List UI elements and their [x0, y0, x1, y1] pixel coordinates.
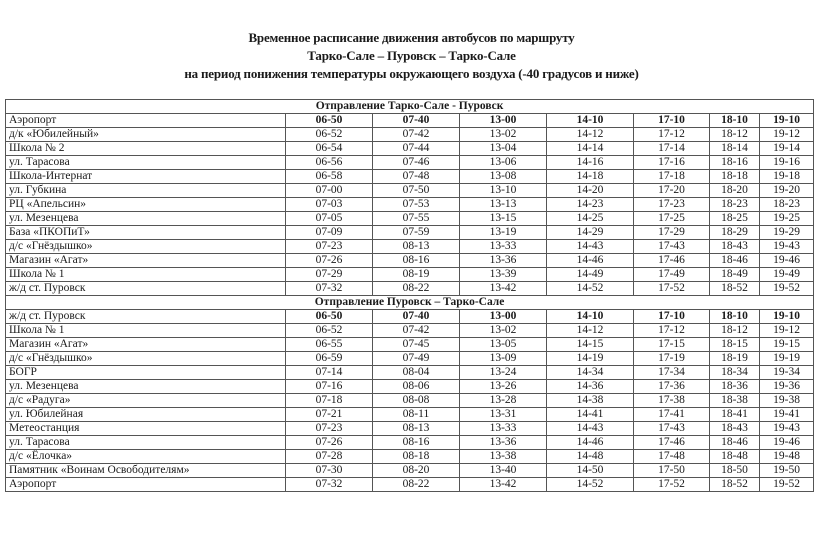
departure-time: 07-59	[373, 226, 460, 240]
departure-time: 07-14	[286, 366, 373, 380]
departure-time: 13-09	[460, 352, 547, 366]
stop-name: ул. Тарасова	[6, 156, 286, 170]
stop-name: Школа № 1	[6, 268, 286, 282]
departure-time: 07-18	[286, 394, 373, 408]
departure-time: 14-25	[547, 212, 634, 226]
departure-time: 08-04	[373, 366, 460, 380]
table-row	[6, 464, 814, 478]
departure-time: 07-26	[286, 254, 373, 268]
departure-time: 17-48	[634, 450, 710, 464]
departure-time: 19-10	[760, 310, 814, 324]
departure-time: 08-11	[373, 408, 460, 422]
departure-time: 17-12	[634, 128, 710, 142]
table-row	[6, 142, 814, 156]
stop-name: Школа-Интернат	[6, 170, 286, 184]
departure-time: 08-22	[373, 282, 460, 296]
departure-time: 14-38	[547, 394, 634, 408]
departure-time: 14-41	[547, 408, 634, 422]
departure-time: 19-52	[760, 282, 814, 296]
stop-name: Аэропорт	[6, 114, 286, 128]
departure-time: 18-23	[760, 198, 814, 212]
table-row	[6, 170, 814, 184]
departure-time: 17-46	[634, 436, 710, 450]
stop-name: База «ПКОПиТ»	[6, 226, 286, 240]
table-row	[6, 408, 814, 422]
table-row	[6, 310, 814, 324]
departure-time: 14-48	[547, 450, 634, 464]
departure-time: 08-18	[373, 450, 460, 464]
departure-time: 14-36	[547, 380, 634, 394]
stop-name: д/с «Гнёздышко»	[6, 240, 286, 254]
departure-time: 07-16	[286, 380, 373, 394]
departure-time: 07-29	[286, 268, 373, 282]
departure-time: 13-04	[460, 142, 547, 156]
departure-time: 14-20	[547, 184, 634, 198]
departure-time: 19-46	[760, 436, 814, 450]
stop-name: ул. Юбилейная	[6, 408, 286, 422]
stop-name: д/к «Юбилейный»	[6, 128, 286, 142]
table-row	[6, 128, 814, 142]
departure-time: 19-29	[760, 226, 814, 240]
table-row	[6, 156, 814, 170]
departure-time: 14-12	[547, 128, 634, 142]
stop-name: Метеостанция	[6, 422, 286, 436]
departure-time: 18-36	[710, 380, 760, 394]
departure-time: 13-42	[460, 282, 547, 296]
departure-time: 19-15	[760, 338, 814, 352]
departure-time: 07-05	[286, 212, 373, 226]
stop-name: Школа № 2	[6, 142, 286, 156]
departure-time: 18-16	[710, 156, 760, 170]
table-row	[6, 450, 814, 464]
departure-time: 13-36	[460, 254, 547, 268]
departure-time: 17-41	[634, 408, 710, 422]
document-title: Временное расписание движения автобусов по маршруту	[248, 30, 575, 45]
departure-time: 13-00	[460, 310, 547, 324]
departure-time: 07-53	[373, 198, 460, 212]
departure-time: 19-38	[760, 394, 814, 408]
departure-time: 07-28	[286, 450, 373, 464]
departure-time: 07-32	[286, 282, 373, 296]
departure-time: 18-43	[710, 422, 760, 436]
departure-time: 08-20	[373, 464, 460, 478]
departure-time: 19-12	[760, 324, 814, 338]
table-row	[6, 226, 814, 240]
departure-time: 14-10	[547, 310, 634, 324]
table-row	[6, 394, 814, 408]
departure-time: 14-52	[547, 282, 634, 296]
departure-time: 13-28	[460, 394, 547, 408]
departure-time: 07-26	[286, 436, 373, 450]
departure-time: 13-26	[460, 380, 547, 394]
departure-time: 06-52	[286, 128, 373, 142]
departure-time: 07-40	[373, 114, 460, 128]
table-row	[6, 436, 814, 450]
departure-time: 08-08	[373, 394, 460, 408]
departure-time: 19-34	[760, 366, 814, 380]
departure-time: 07-46	[373, 156, 460, 170]
table-row	[6, 478, 814, 492]
departure-time: 13-40	[460, 464, 547, 478]
departure-time: 19-49	[760, 268, 814, 282]
departure-time: 18-29	[710, 226, 760, 240]
table-row	[6, 184, 814, 198]
stop-name: Памятник «Воинам Освободителям»	[6, 464, 286, 478]
departure-time: 06-54	[286, 142, 373, 156]
stop-name: д/с «Ёлочка»	[6, 450, 286, 464]
stop-name: БОГР	[6, 366, 286, 380]
departure-time: 14-10	[547, 114, 634, 128]
departure-time: 19-18	[760, 170, 814, 184]
section-heading: Отправление Тарко-Сале - Пуровск	[6, 100, 814, 114]
departure-time: 07-32	[286, 478, 373, 492]
departure-time: 13-31	[460, 408, 547, 422]
departure-time: 13-38	[460, 450, 547, 464]
departure-time: 17-15	[634, 338, 710, 352]
departure-time: 06-56	[286, 156, 373, 170]
departure-time: 13-08	[460, 170, 547, 184]
departure-time: 07-42	[373, 324, 460, 338]
departure-time: 18-23	[710, 198, 760, 212]
departure-time: 18-52	[710, 282, 760, 296]
departure-time: 14-19	[547, 352, 634, 366]
departure-time: 14-46	[547, 436, 634, 450]
departure-time: 17-20	[634, 184, 710, 198]
departure-time: 17-10	[634, 310, 710, 324]
departure-time: 13-39	[460, 268, 547, 282]
departure-time: 07-03	[286, 198, 373, 212]
departure-time: 14-43	[547, 240, 634, 254]
departure-time: 14-12	[547, 324, 634, 338]
departure-time: 13-05	[460, 338, 547, 352]
table-row	[6, 198, 814, 212]
departure-time: 13-02	[460, 324, 547, 338]
stop-name: ж/д ст. Пуровск	[6, 310, 286, 324]
departure-time: 07-44	[373, 142, 460, 156]
table-row	[6, 212, 814, 226]
departure-time: 18-25	[710, 212, 760, 226]
departure-time: 14-34	[547, 366, 634, 380]
departure-time: 14-43	[547, 422, 634, 436]
period-subtitle: на период понижения температуры окружающего воздуха (-40 градусов и ниже)	[184, 66, 639, 81]
departure-time: 19-50	[760, 464, 814, 478]
departure-time: 14-15	[547, 338, 634, 352]
stop-name: ул. Губкина	[6, 184, 286, 198]
stop-name: Аэропорт	[6, 478, 286, 492]
schedule-table	[5, 99, 814, 492]
departure-time: 19-46	[760, 254, 814, 268]
departure-time: 14-14	[547, 142, 634, 156]
departure-time: 19-20	[760, 184, 814, 198]
table-row	[6, 324, 814, 338]
departure-time: 07-09	[286, 226, 373, 240]
departure-time: 07-21	[286, 408, 373, 422]
table-row	[6, 422, 814, 436]
table-row	[6, 380, 814, 394]
departure-time: 17-23	[634, 198, 710, 212]
departure-time: 17-19	[634, 352, 710, 366]
departure-time: 14-23	[547, 198, 634, 212]
departure-time: 19-41	[760, 408, 814, 422]
departure-time: 18-10	[710, 310, 760, 324]
departure-time: 13-10	[460, 184, 547, 198]
table-row	[6, 282, 814, 296]
departure-time: 19-19	[760, 352, 814, 366]
departure-time: 17-14	[634, 142, 710, 156]
table-row	[6, 254, 814, 268]
stop-name: Магазин «Агат»	[6, 338, 286, 352]
departure-time: 13-15	[460, 212, 547, 226]
departure-time: 17-43	[634, 240, 710, 254]
table-row	[6, 352, 814, 366]
departure-time: 18-48	[710, 450, 760, 464]
departure-time: 07-49	[373, 352, 460, 366]
table-row	[6, 240, 814, 254]
departure-time: 18-50	[710, 464, 760, 478]
departure-time: 07-00	[286, 184, 373, 198]
departure-time: 18-19	[710, 352, 760, 366]
section-header-row	[6, 296, 814, 310]
departure-time: 19-10	[760, 114, 814, 128]
departure-time: 13-36	[460, 436, 547, 450]
departure-time: 14-52	[547, 478, 634, 492]
departure-time: 18-46	[710, 436, 760, 450]
departure-time: 17-34	[634, 366, 710, 380]
departure-time: 18-52	[710, 478, 760, 492]
departure-time: 17-52	[634, 478, 710, 492]
departure-time: 08-16	[373, 254, 460, 268]
departure-time: 17-46	[634, 254, 710, 268]
departure-time: 18-12	[710, 128, 760, 142]
departure-time: 19-36	[760, 380, 814, 394]
departure-time: 17-43	[634, 422, 710, 436]
departure-time: 19-25	[760, 212, 814, 226]
departure-time: 07-50	[373, 184, 460, 198]
departure-time: 14-18	[547, 170, 634, 184]
table-row	[6, 114, 814, 128]
departure-time: 08-06	[373, 380, 460, 394]
departure-time: 19-43	[760, 240, 814, 254]
departure-time: 13-02	[460, 128, 547, 142]
departure-time: 19-12	[760, 128, 814, 142]
departure-time: 13-00	[460, 114, 547, 128]
departure-time: 07-48	[373, 170, 460, 184]
departure-time: 17-52	[634, 282, 710, 296]
departure-time: 17-50	[634, 464, 710, 478]
departure-time: 18-18	[710, 170, 760, 184]
departure-time: 17-29	[634, 226, 710, 240]
stop-name: д/с «Гнёздышко»	[6, 352, 286, 366]
departure-time: 19-48	[760, 450, 814, 464]
departure-time: 18-14	[710, 142, 760, 156]
departure-time: 07-23	[286, 422, 373, 436]
departure-time: 13-33	[460, 422, 547, 436]
departure-time: 14-29	[547, 226, 634, 240]
departure-time: 08-22	[373, 478, 460, 492]
departure-time: 13-42	[460, 478, 547, 492]
departure-time: 14-16	[547, 156, 634, 170]
departure-time: 06-52	[286, 324, 373, 338]
departure-time: 17-49	[634, 268, 710, 282]
departure-time: 07-40	[373, 310, 460, 324]
departure-time: 07-23	[286, 240, 373, 254]
departure-time: 07-55	[373, 212, 460, 226]
departure-time: 07-42	[373, 128, 460, 142]
section-header-row	[6, 100, 814, 114]
stop-name: ул. Мезенцева	[6, 380, 286, 394]
departure-time: 14-49	[547, 268, 634, 282]
table-row	[6, 366, 814, 380]
departure-time: 17-25	[634, 212, 710, 226]
departure-time: 08-16	[373, 436, 460, 450]
table-row	[6, 338, 814, 352]
departure-time: 19-43	[760, 422, 814, 436]
departure-time: 08-19	[373, 268, 460, 282]
departure-time: 18-34	[710, 366, 760, 380]
departure-time: 17-16	[634, 156, 710, 170]
departure-time: 18-43	[710, 240, 760, 254]
departure-time: 18-20	[710, 184, 760, 198]
departure-time: 13-19	[460, 226, 547, 240]
departure-time: 18-10	[710, 114, 760, 128]
departure-time: 13-06	[460, 156, 547, 170]
departure-time: 17-38	[634, 394, 710, 408]
stop-name: ул. Тарасова	[6, 436, 286, 450]
departure-time: 06-58	[286, 170, 373, 184]
stop-name: Школа № 1	[6, 324, 286, 338]
section-heading: Отправление Пуровск – Тарко-Сале	[6, 296, 814, 310]
table-row	[6, 268, 814, 282]
departure-time: 18-46	[710, 254, 760, 268]
departure-time: 19-52	[760, 478, 814, 492]
departure-time: 07-45	[373, 338, 460, 352]
departure-time: 18-15	[710, 338, 760, 352]
departure-time: 07-30	[286, 464, 373, 478]
departure-time: 08-13	[373, 240, 460, 254]
departure-time: 13-33	[460, 240, 547, 254]
departure-time: 18-38	[710, 394, 760, 408]
departure-time: 06-50	[286, 310, 373, 324]
departure-time: 18-41	[710, 408, 760, 422]
departure-time: 14-46	[547, 254, 634, 268]
stop-name: ж/д ст. Пуровск	[6, 282, 286, 296]
departure-time: 06-50	[286, 114, 373, 128]
route-title: Тарко-Сале – Пуровск – Тарко-Сале	[307, 48, 516, 63]
departure-time: 17-10	[634, 114, 710, 128]
departure-time: 19-14	[760, 142, 814, 156]
stop-name: Магазин «Агат»	[6, 254, 286, 268]
departure-time: 17-18	[634, 170, 710, 184]
stop-name: РЦ «Апельсин»	[6, 198, 286, 212]
departure-time: 06-55	[286, 338, 373, 352]
departure-time: 13-24	[460, 366, 547, 380]
departure-time: 13-13	[460, 198, 547, 212]
departure-time: 18-49	[710, 268, 760, 282]
departure-time: 14-50	[547, 464, 634, 478]
departure-time: 08-13	[373, 422, 460, 436]
departure-time: 18-12	[710, 324, 760, 338]
stop-name: д/с «Радуга»	[6, 394, 286, 408]
departure-time: 06-59	[286, 352, 373, 366]
departure-time: 17-12	[634, 324, 710, 338]
departure-time: 19-16	[760, 156, 814, 170]
stop-name: ул. Мезенцева	[6, 212, 286, 226]
departure-time: 17-36	[634, 380, 710, 394]
